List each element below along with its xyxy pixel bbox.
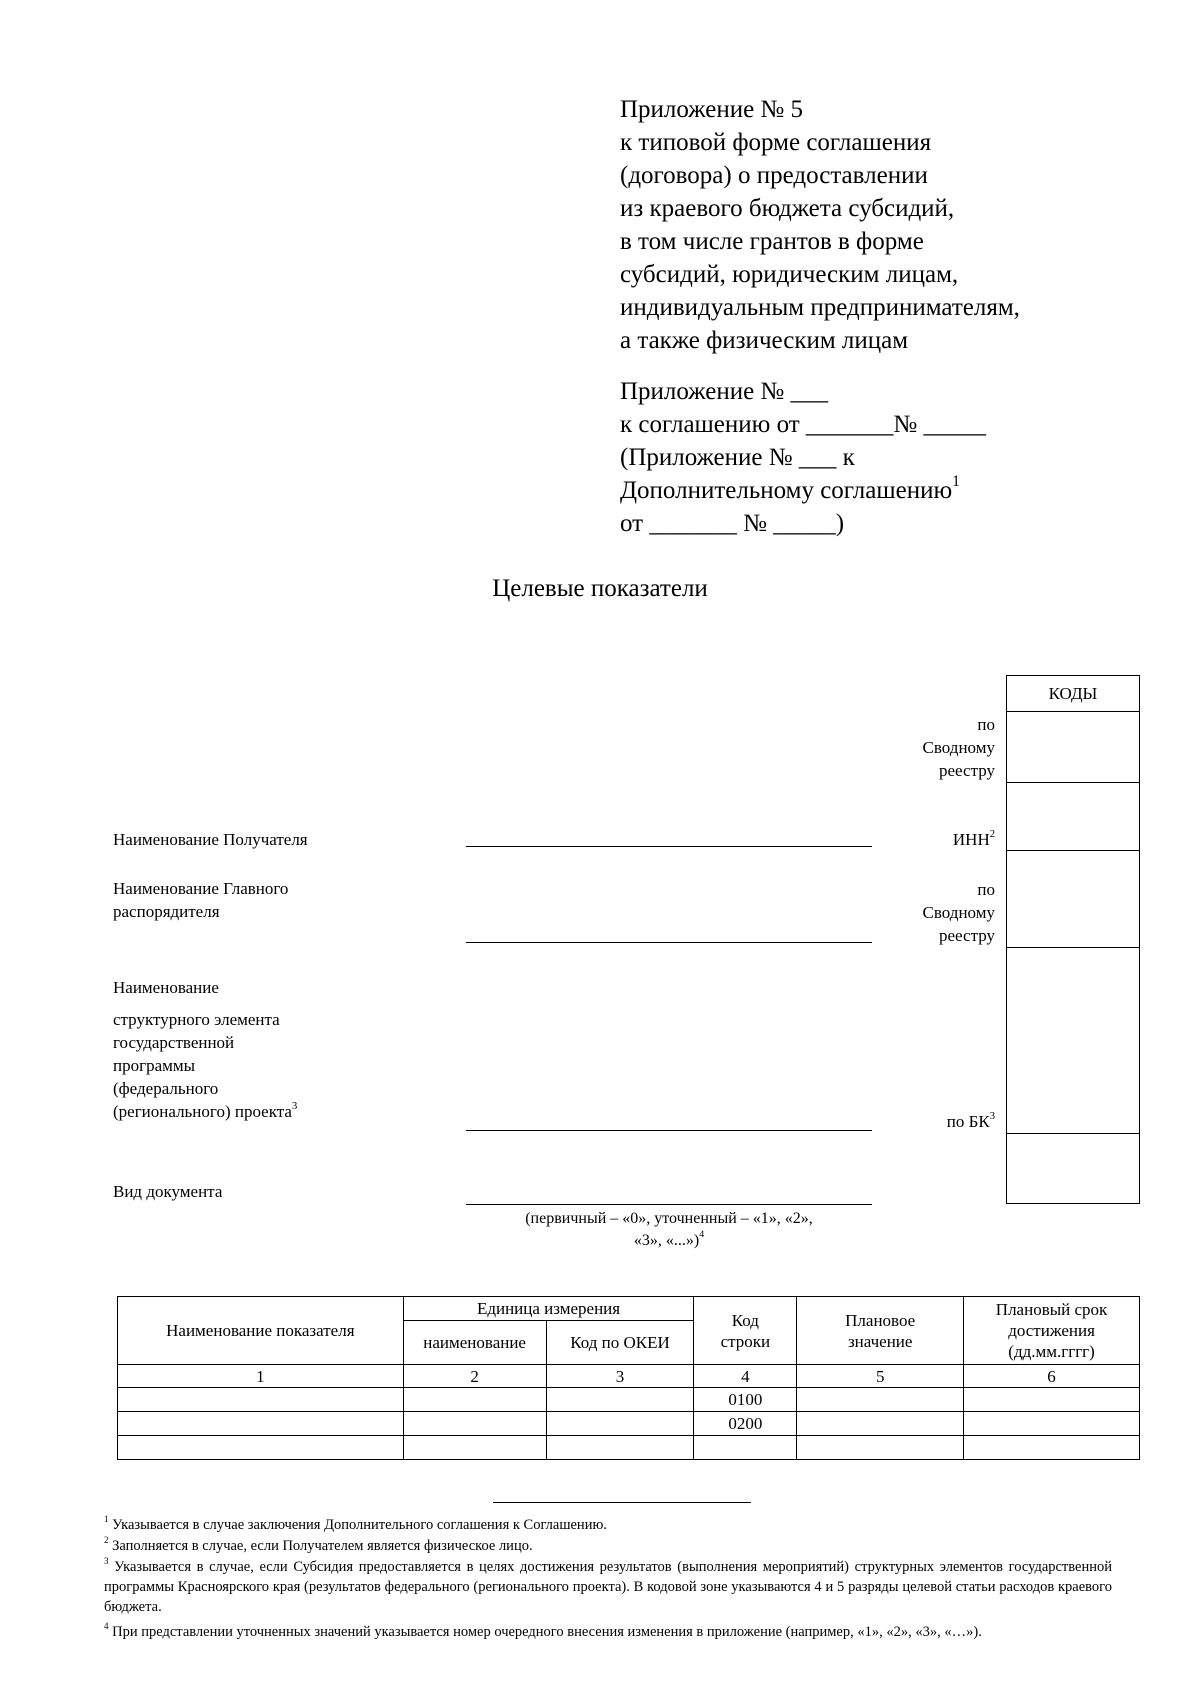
code-label-line: по [977, 880, 995, 899]
footnote-text: Указывается в случае заключения Дополнительного соглашения к Соглашению. [108, 1517, 607, 1533]
cell-unit-name[interactable] [403, 1436, 546, 1460]
cell-indicator[interactable] [118, 1388, 404, 1412]
element-label [113, 1008, 297, 1123]
th-unit-group: Единица измерения [403, 1297, 694, 1321]
col-number: 1 [118, 1365, 404, 1388]
table-row [118, 1436, 1140, 1460]
col-number: 6 [964, 1365, 1140, 1388]
note-text: «3», «...») [633, 1232, 700, 1249]
footnote-1 [104, 1515, 1112, 1535]
code-label-registry-2 [923, 878, 995, 947]
doc-type-label: Вид документа [113, 1182, 223, 1201]
col-number: 5 [797, 1365, 964, 1388]
th-line: Код [731, 1310, 759, 1330]
table-row [118, 1388, 1140, 1412]
cell-row-code: 0200 [694, 1412, 797, 1436]
annex-line: а также физическим лицам [620, 327, 909, 354]
doc-type-field[interactable] [466, 1204, 872, 1205]
element-field[interactable] [466, 1130, 872, 1131]
th-deadline [964, 1297, 1140, 1365]
th-unit-okei: Код по ОКЕИ [546, 1321, 694, 1365]
cell-deadline[interactable] [964, 1412, 1140, 1436]
agreement-header [620, 375, 1160, 540]
annex-line: индивидуальным предпринимателям, [620, 294, 1020, 321]
annex-line: (договора) о предоставлении [620, 162, 928, 189]
code-label-inn [953, 828, 995, 851]
code-label-text: ИНН [952, 830, 990, 849]
code-label-line: Сводному [922, 738, 995, 757]
agreement-line: (Приложение № ___ к [620, 444, 855, 471]
page-title: Целевые показатели [492, 575, 708, 602]
agreement-line: к соглашению от _______№ _____ [620, 411, 987, 438]
code-cell-inn[interactable] [1007, 783, 1140, 851]
element-label-title: Наименование [113, 978, 219, 997]
code-label-line: Сводному [922, 903, 995, 922]
footnote-ref: 1 [952, 473, 960, 491]
code-label-line: по [977, 715, 995, 734]
code-label-registry [923, 713, 995, 782]
label-line: структурного элемента [113, 1010, 280, 1029]
indicators-table [117, 1296, 1140, 1460]
table-row [118, 1412, 1140, 1436]
label-line: программы [113, 1056, 196, 1075]
cell-unit-okei[interactable] [546, 1436, 694, 1460]
column-numbers-row [118, 1365, 1140, 1388]
cell-deadline[interactable] [964, 1436, 1140, 1460]
label-text: (регионального) проекта [113, 1102, 292, 1121]
annex-line: к типовой форме соглашения [620, 129, 932, 156]
code-cell-registry[interactable] [1007, 712, 1140, 783]
cell-unit-name[interactable] [403, 1412, 546, 1436]
agreement-line-text: Дополнительному соглашению [620, 477, 953, 504]
note-line: (первичный – «0», уточненный – «1», «2», [525, 1210, 813, 1227]
col-number: 4 [694, 1365, 797, 1388]
label-line: государственной [113, 1033, 235, 1052]
footnote-divider [493, 1502, 751, 1503]
code-cell-bk[interactable] [1007, 948, 1140, 1134]
agreement-line: от _______ № _____) [620, 510, 845, 537]
annex-line: Приложение № 5 [620, 96, 804, 123]
cell-plan-value[interactable] [797, 1436, 964, 1460]
th-indicator: Наименование показателя [118, 1297, 404, 1365]
annex-line: в том числе грантов в форме [620, 228, 924, 255]
footnote-3 [104, 1557, 1112, 1617]
th-line: Плановое [845, 1310, 916, 1330]
th-line: Плановый срок [995, 1300, 1108, 1319]
cell-indicator[interactable] [118, 1412, 404, 1436]
footnote-2 [104, 1536, 1112, 1556]
manager-label [113, 877, 288, 923]
cell-unit-okei[interactable] [546, 1412, 694, 1436]
footnote-text: Заполняется в случае, если Получателем является физическое лицо. [108, 1538, 533, 1554]
recipient-label: Наименование Получателя [113, 830, 308, 849]
manager-field[interactable] [466, 942, 872, 943]
doc-type-note [466, 1208, 872, 1252]
footnote-mark: 4 [104, 1620, 109, 1631]
code-cell-registry-2[interactable] [1007, 851, 1140, 948]
footnote-ref: 2 [989, 828, 995, 840]
annex-line: субсидий, юридическим лицам, [620, 261, 959, 288]
label-line: распорядителя [113, 902, 220, 921]
footnote-ref: 3 [291, 1100, 298, 1112]
footnote-text: Указывается в случае, если Субсидия предоставляется в целях достижения результатов (выполнения мероприятий) структурных элементов государственной программы Красноярского края (результатов федерального (регионального проекта). В кодовой зоне указываются 4 и 5 разряды целевой статьи расходов краевого бюджета. [104, 1559, 1112, 1615]
agreement-line: Приложение № ___ [620, 378, 829, 405]
footnote-ref: 4 [699, 1229, 705, 1241]
th-row-code [694, 1297, 797, 1365]
annex-header [620, 93, 1160, 357]
label-line [113, 1100, 297, 1123]
cell-row-code [694, 1436, 797, 1460]
code-label-line: реестру [939, 926, 995, 945]
footnote-mark: 2 [104, 1534, 109, 1545]
recipient-field[interactable] [466, 846, 872, 847]
cell-unit-okei[interactable] [546, 1388, 694, 1412]
th-line: (дд.мм.гггг) [1008, 1342, 1095, 1361]
label-line: (федерального [113, 1079, 219, 1098]
code-label-bk [947, 1110, 995, 1133]
codes-table [1006, 675, 1140, 1204]
th-plan-value [797, 1297, 964, 1365]
footnote-4 [104, 1622, 1112, 1642]
th-line: достижения [1008, 1321, 1095, 1340]
cell-row-code: 0100 [694, 1388, 797, 1412]
cell-deadline[interactable] [964, 1388, 1140, 1412]
col-number: 3 [546, 1365, 694, 1388]
code-cell-doc-type[interactable] [1007, 1134, 1140, 1204]
th-line: значение [847, 1331, 913, 1351]
footnote-ref: 3 [989, 1110, 995, 1122]
codes-header: КОДЫ [1007, 676, 1140, 712]
cell-plan-value[interactable] [797, 1388, 964, 1412]
th-unit-name: наименование [403, 1321, 546, 1365]
note-line [466, 1230, 872, 1252]
cell-indicator[interactable] [118, 1436, 404, 1460]
label-line: Наименование Главного [113, 879, 289, 898]
col-number: 2 [403, 1365, 546, 1388]
th-line: строки [720, 1331, 771, 1351]
cell-unit-name[interactable] [403, 1388, 546, 1412]
annex-line: из краевого бюджета субсидий, [620, 195, 955, 222]
code-label-line: реестру [939, 761, 995, 780]
footnote-text: При представлении уточненных значений указывается номер очередного внесения изменения в приложение (например, «1», «2», «3», «…»). [108, 1624, 982, 1640]
code-label-text: по БК [946, 1112, 990, 1131]
cell-plan-value[interactable] [797, 1412, 964, 1436]
agreement-line [620, 474, 1160, 507]
footnote-mark: 1 [104, 1513, 109, 1524]
footnote-mark: 3 [104, 1555, 109, 1566]
